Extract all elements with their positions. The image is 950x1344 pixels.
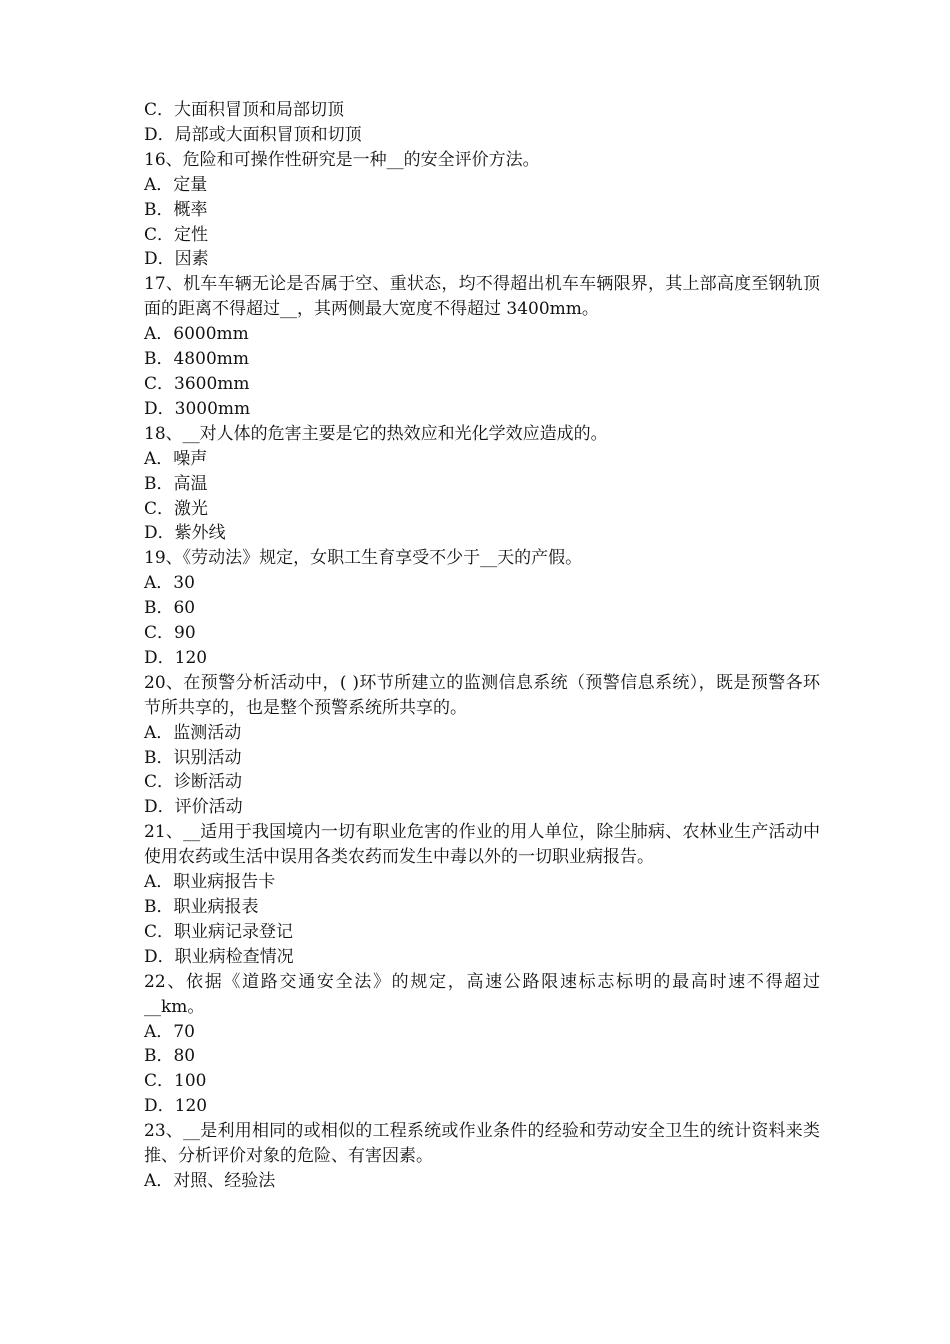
option-line: A．噪声 (144, 448, 208, 469)
option-line: A．6000mm (144, 324, 249, 345)
option-line: D．120 (144, 647, 208, 668)
option-line: D．3000mm (144, 398, 251, 419)
option-line: B．80 (144, 1046, 196, 1067)
option-line: C．3600mm (144, 373, 250, 394)
option-line: B．识别活动 (144, 747, 242, 768)
option-line: B．60 (144, 598, 196, 619)
question-text: 19、《劳动法》规定，女职工生育享受不少于__天的产假。 (144, 548, 583, 569)
option-line: C．诊断活动 (144, 772, 243, 793)
option-line: C．大面积冒顶和局部切顶 (144, 100, 345, 120)
document-page (144, 98, 820, 1194)
option-line: D．因素 (144, 249, 209, 270)
question-text: 22、依据《道路交通安全法》的规定，高速公路限速标志标明的最高时速不得超过__km。 (144, 971, 820, 1017)
question-text: 17、机车车辆无论是否属于空、重状态，均不得超出机车车辆限界，其上部高度至钢轨顶面的距离不得超过__，其两侧最大宽度不得超过 3400mm。 (144, 274, 820, 320)
option-line: A．职业病报告卡 (144, 872, 276, 893)
option-line: D．职业病检查情况 (144, 946, 294, 967)
question-text: 20、在预警分析活动中，( )环节所建立的监测信息系统（预警信息系统），既是预警各环节所共享的，也是整个预警系统所共享的。 (144, 672, 820, 718)
option-line: C．90 (144, 623, 196, 644)
option-line: C．激光 (144, 498, 209, 519)
option-line: A．对照、经验法 (144, 1170, 276, 1191)
option-line: A．70 (144, 1021, 195, 1042)
question-text: 18、__对人体的危害主要是它的热效应和光化学效应造成的。 (144, 423, 608, 444)
question-text: 23、__是利用相同的或相似的工程系统或作业条件的经验和劳动安全卫生的统计资料来类推、分析评价对象的危险、有害因素。 (144, 1121, 820, 1167)
option-line: D．评价活动 (144, 797, 243, 818)
option-line: B．高温 (144, 473, 208, 494)
question-text: 16、危险和可操作性研究是一种__的安全评价方法。 (144, 149, 540, 170)
option-line: A．定量 (144, 174, 208, 195)
option-line: C．100 (144, 1071, 207, 1092)
option-line: C．职业病记录登记 (144, 921, 294, 942)
option-line: A．30 (144, 573, 195, 594)
option-line: B．职业病报表 (144, 897, 259, 917)
option-line: D．紫外线 (144, 523, 226, 544)
option-line: D．120 (144, 1096, 208, 1117)
option-line: B．概率 (144, 199, 208, 220)
option-line: D．局部或大面积冒顶和切顶 (144, 124, 362, 145)
option-line: B．4800mm (144, 349, 249, 370)
question-text: 21、__适用于我国境内一切有职业危害的作业的用人单位，除尘肺病、农林业生产活动中使用农药或生活中误用各类农药而发生中毒以外的一切职业病报告。 (144, 822, 820, 868)
option-line: C．定性 (144, 224, 209, 245)
option-line: A．监测活动 (144, 722, 242, 743)
